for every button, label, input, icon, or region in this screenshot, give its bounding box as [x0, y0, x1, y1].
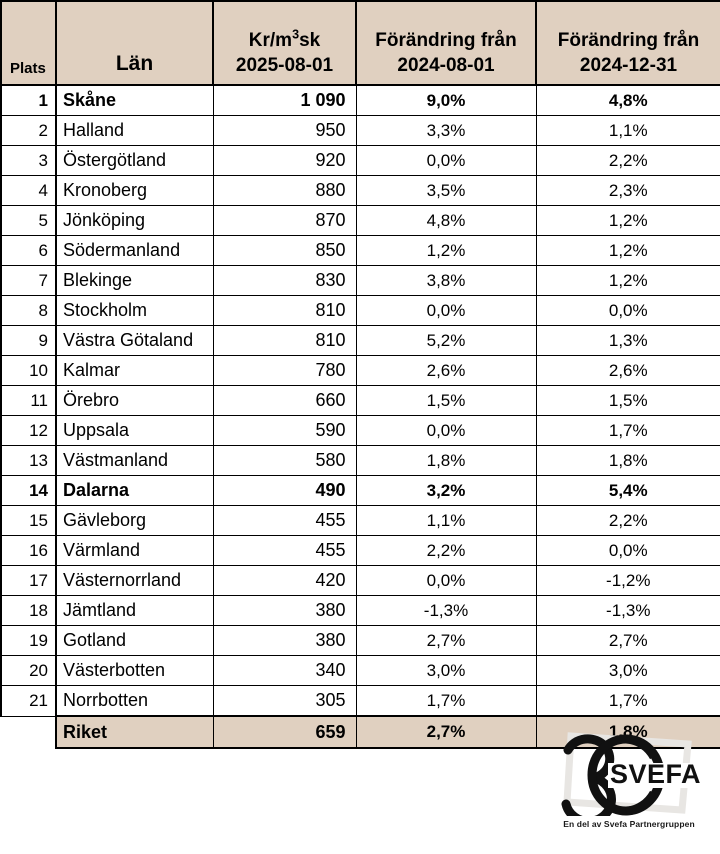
cell-price: 455: [213, 506, 356, 536]
table-row: [1, 686, 720, 717]
cell-change-2: 2,3%: [536, 176, 720, 206]
cell-change-2: 1,5%: [536, 386, 720, 416]
table-row: [1, 536, 720, 566]
cell-plats: 16: [1, 536, 56, 566]
table-row: [1, 85, 720, 116]
cell-price: 305: [213, 686, 356, 717]
cell-change-2: 4,8%: [536, 85, 720, 116]
cell-plats: 13: [1, 446, 56, 476]
cell-lan: Västerbotten: [56, 656, 213, 686]
cell-change-2: 0,0%: [536, 536, 720, 566]
table-header: [1, 1, 720, 85]
cell-price: 380: [213, 626, 356, 656]
cell-plats: 3: [1, 146, 56, 176]
table-body: [1, 85, 720, 748]
cell-change-2: 2,6%: [536, 356, 720, 386]
cell-change-1: 0,0%: [356, 296, 536, 326]
cell-price: 780: [213, 356, 356, 386]
svefa-30-logo-icon: [554, 730, 704, 816]
cell-plats: 12: [1, 416, 56, 446]
cell-price: 810: [213, 326, 356, 356]
cell-change-1: 1,8%: [356, 446, 536, 476]
cell-plats: 8: [1, 296, 56, 326]
cell-change-2: 0,0%: [536, 296, 720, 326]
cell-plats: 21: [1, 686, 56, 717]
cell-plats: 7: [1, 266, 56, 296]
table-row: [1, 656, 720, 686]
cell-plats: 20: [1, 656, 56, 686]
table-row: [1, 326, 720, 356]
svefa-wordmark-text: SVEFA: [610, 759, 702, 789]
cell-summary-change-2: 1,8%: [536, 716, 720, 748]
cell-change-2: -1,2%: [536, 566, 720, 596]
cell-change-2: 1,2%: [536, 236, 720, 266]
cell-price: 810: [213, 296, 356, 326]
cell-plats: 17: [1, 566, 56, 596]
table-row: [1, 266, 720, 296]
cell-price: 1 090: [213, 85, 356, 116]
cell-change-2: 2,2%: [536, 506, 720, 536]
cell-price: 380: [213, 596, 356, 626]
table-row: [1, 356, 720, 386]
cell-change-1: 3,2%: [356, 476, 536, 506]
cell-change-2: 2,2%: [536, 146, 720, 176]
table-row: [1, 446, 720, 476]
cell-change-1: 0,0%: [356, 416, 536, 446]
cell-price: 580: [213, 446, 356, 476]
cell-summary-label: Riket: [56, 716, 213, 748]
cell-change-1: 1,7%: [356, 686, 536, 717]
table-row: [1, 566, 720, 596]
cell-change-2: 3,0%: [536, 656, 720, 686]
column-header-plats-label: Plats: [10, 59, 46, 77]
cell-price: 490: [213, 476, 356, 506]
cell-lan: Stockholm: [56, 296, 213, 326]
cell-change-1: 3,3%: [356, 116, 536, 146]
column-header-lan: [56, 1, 213, 85]
column-header-change-1-line1: Förändring från: [375, 30, 517, 52]
cell-lan: Kronoberg: [56, 176, 213, 206]
cell-summary-price: 659: [213, 716, 356, 748]
table-row: [1, 296, 720, 326]
cell-change-1: 1,1%: [356, 506, 536, 536]
cell-price: 920: [213, 146, 356, 176]
column-header-change-1-date: 2024-08-01: [397, 54, 495, 76]
table-row: [1, 236, 720, 266]
cell-plats: 9: [1, 326, 56, 356]
cell-lan: Blekinge: [56, 266, 213, 296]
cell-change-1: 1,5%: [356, 386, 536, 416]
cell-change-1: -1,3%: [356, 596, 536, 626]
cell-lan: Jämtland: [56, 596, 213, 626]
cell-change-2: 1,7%: [536, 686, 720, 717]
table-row: [1, 476, 720, 506]
cell-price: 830: [213, 266, 356, 296]
cell-change-1: 0,0%: [356, 566, 536, 596]
cell-lan: Uppsala: [56, 416, 213, 446]
cell-plats: 10: [1, 356, 56, 386]
cell-lan: Jönköping: [56, 206, 213, 236]
cell-price: 950: [213, 116, 356, 146]
cell-lan: Norrbotten: [56, 686, 213, 717]
cell-plats: 15: [1, 506, 56, 536]
column-header-plats: [1, 1, 56, 85]
cell-change-2: 1,2%: [536, 266, 720, 296]
cell-price: 660: [213, 386, 356, 416]
cell-lan: Kalmar: [56, 356, 213, 386]
cell-change-2: 5,4%: [536, 476, 720, 506]
cell-change-2: 2,7%: [536, 626, 720, 656]
column-header-price-date: 2025-08-01: [235, 54, 334, 76]
cell-change-2: 1,8%: [536, 446, 720, 476]
cell-plats: 18: [1, 596, 56, 626]
svefa-tagline: En del av Svefa Partnergruppen: [563, 819, 695, 829]
table-row: [1, 206, 720, 236]
cell-lan: Halland: [56, 116, 213, 146]
cell-change-1: 3,5%: [356, 176, 536, 206]
cell-change-2: 1,1%: [536, 116, 720, 146]
cell-change-1: 0,0%: [356, 146, 536, 176]
column-header-change-2-date: 2024-12-31: [579, 54, 678, 76]
cell-change-1: 3,8%: [356, 266, 536, 296]
cell-change-1: 1,2%: [356, 236, 536, 266]
cell-lan: Östergötland: [56, 146, 213, 176]
cell-summary-change-1: 2,7%: [356, 716, 536, 748]
cell-lan: Värmland: [56, 536, 213, 566]
cell-lan: Gävleborg: [56, 506, 213, 536]
cell-plats: 1: [1, 85, 56, 116]
cell-change-1: 5,2%: [356, 326, 536, 356]
column-header-price: [213, 1, 356, 85]
cell-change-1: 2,6%: [356, 356, 536, 386]
cell-change-2: 1,7%: [536, 416, 720, 446]
column-header-price-unit-tail: sk: [299, 30, 321, 52]
cell-change-1: 2,2%: [356, 536, 536, 566]
cell-price: 850: [213, 236, 356, 266]
cell-lan: Västmanland: [56, 446, 213, 476]
table-row: [1, 506, 720, 536]
cell-lan: Västra Götaland: [56, 326, 213, 356]
cell-plats: 4: [1, 176, 56, 206]
cell-change-2: 1,2%: [536, 206, 720, 236]
cell-plats-empty: [1, 716, 56, 748]
cell-lan: Södermanland: [56, 236, 213, 266]
column-header-price-line1: [214, 29, 355, 53]
column-header-change-1: [356, 1, 536, 85]
cell-change-1: 9,0%: [356, 85, 536, 116]
cell-change-1: 3,0%: [356, 656, 536, 686]
table-row: [1, 626, 720, 656]
column-header-lan-label: Län: [115, 52, 154, 76]
cell-plats: 5: [1, 206, 56, 236]
cell-change-1: 2,7%: [356, 626, 536, 656]
table-row: [1, 416, 720, 446]
cell-change-1: 4,8%: [356, 206, 536, 236]
cell-plats: 2: [1, 116, 56, 146]
cell-plats: 14: [1, 476, 56, 506]
svefa-logo-mark: [554, 730, 704, 816]
cell-plats: 6: [1, 236, 56, 266]
cell-lan: Västernorrland: [56, 566, 213, 596]
table-row: [1, 386, 720, 416]
table-header-row: [1, 1, 720, 85]
cell-price: 455: [213, 536, 356, 566]
cell-price: 420: [213, 566, 356, 596]
table-row: [1, 116, 720, 146]
cell-change-2: -1,3%: [536, 596, 720, 626]
cell-lan: Gotland: [56, 626, 213, 656]
cell-lan: Skåne: [56, 85, 213, 116]
cell-change-2: 1,3%: [536, 326, 720, 356]
cell-lan: Dalarna: [56, 476, 213, 506]
cell-lan: Örebro: [56, 386, 213, 416]
column-header-change-2: [536, 1, 720, 85]
cell-plats: 11: [1, 386, 56, 416]
table-row: [1, 176, 720, 206]
cell-price: 340: [213, 656, 356, 686]
cell-price: 870: [213, 206, 356, 236]
table-row: [1, 596, 720, 626]
cell-price: 880: [213, 176, 356, 206]
cell-price: 590: [213, 416, 356, 446]
svefa-logo-block: [554, 730, 704, 829]
column-header-price-unit: Kr/m: [248, 30, 293, 52]
cell-plats: 19: [1, 626, 56, 656]
column-header-price-exponent: 3: [292, 28, 300, 43]
table-row: [1, 146, 720, 176]
column-header-change-2-line1: Förändring från: [557, 30, 700, 52]
